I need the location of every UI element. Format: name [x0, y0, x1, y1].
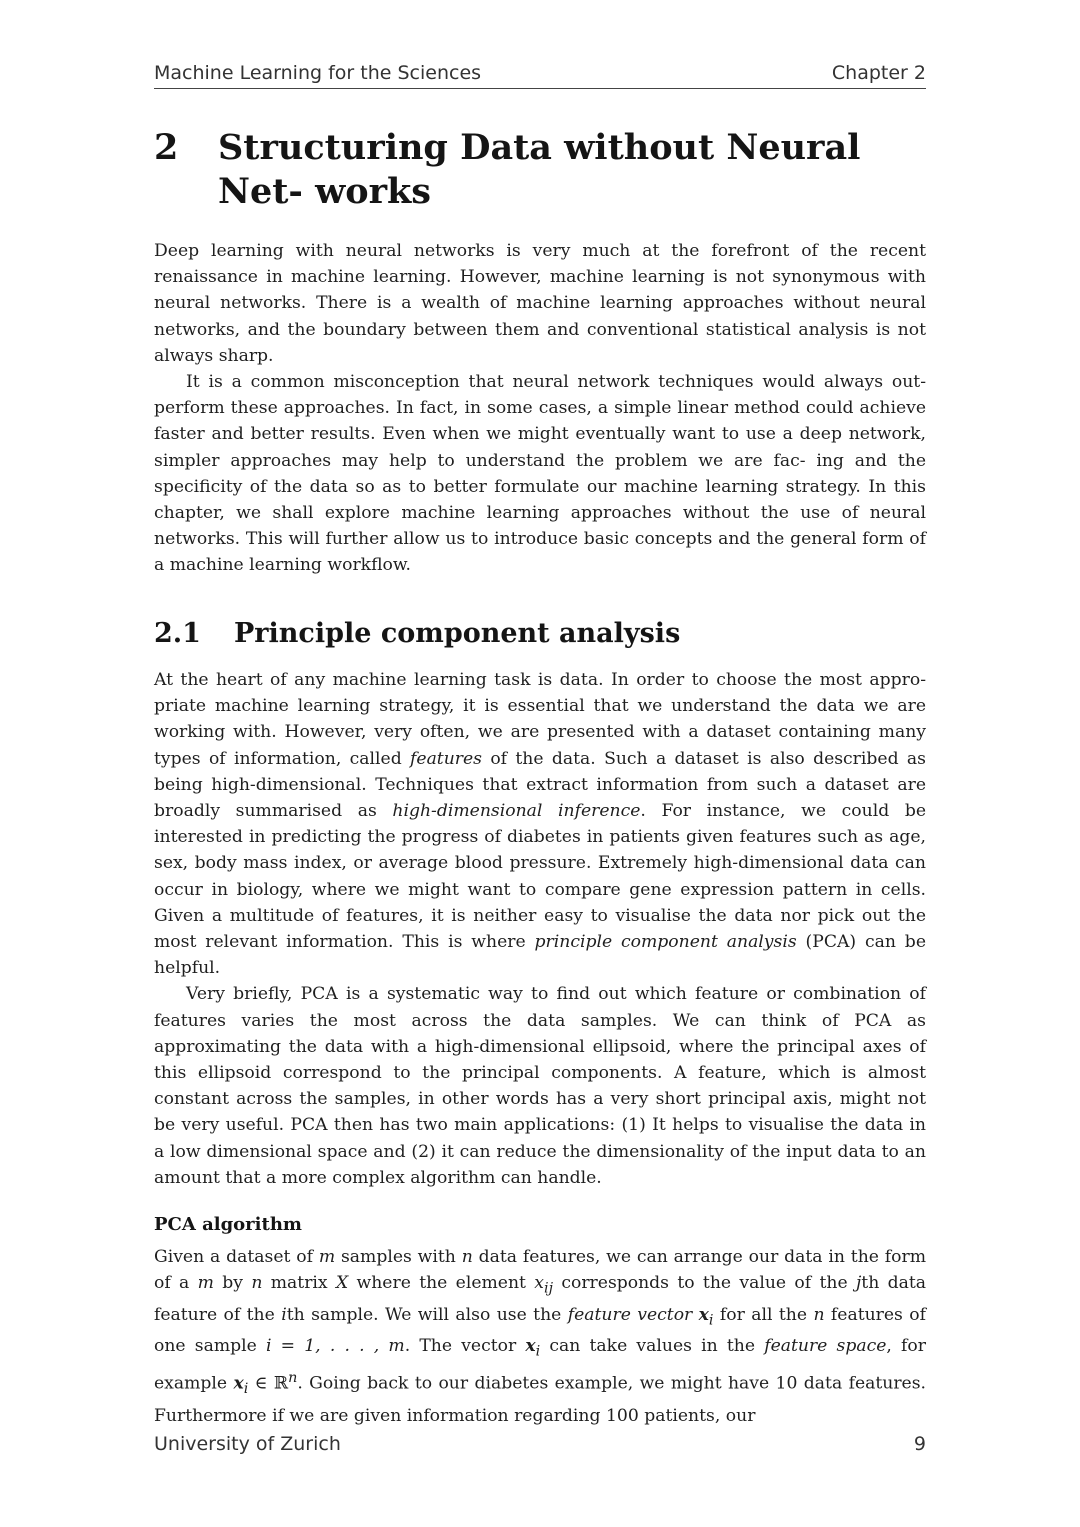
algo-t11: for all the: [713, 1304, 814, 1325]
algo-t14: can take values in the: [540, 1336, 765, 1357]
algorithm-text: [154, 1244, 926, 1429]
algo-t2: samples with: [335, 1247, 462, 1267]
pca-paragraph-2: Very briefly, PCA is a systematic way to find out which feature or combination of features varies the most across the data samples. We can think of PCA as approximating the data with a high-dimensional ellipsoid, where the principal axes of this ellipsoid correspond to the principal components. A feature, which is almost constant across the samples, in other words has a very short principal axis, might not be very useful. PCA then has two main applications: (1) It helps to visualise the data in a low dimensional space and (2) it can reduce the dimensionality of the input data to an amount that a more complex algorithm can handle.: [154, 984, 926, 1188]
term-feature-space: feature space: [764, 1336, 887, 1357]
pca-p1-part-b: of the data. Such a dataset is also described as being high-dimensional. Techniques that extract information from such a dataset are broadly summarised as: [154, 748, 926, 822]
math-m: m: [197, 1273, 214, 1294]
intro-paragraph-2: It is a common misconception that neural network techniques would always out- perform these approaches. In fact, in some cases, a simple linear method could achieve faster and better results. Even when we might eventually want to use a deep network, simpler approaches may help to understand the problem we are fac- ing and the specificity of the data so as to better formulate our machine learning strategy. In this chapter, we shall explore machine learning approaches without the use of neural networks. This will further allow us to introduce basic concepts and the general form of a machine learning workflow.: [154, 372, 926, 576]
section-title: Principle component analysis: [234, 618, 681, 649]
math-n: n: [461, 1247, 473, 1267]
subsection-heading: PCA algorithm: [154, 1214, 302, 1235]
running-header: [154, 60, 926, 89]
section-number: 2.1: [154, 618, 201, 649]
page-number: 9: [913, 1433, 926, 1455]
term-principle-component-analysis: principle component analysis: [534, 932, 797, 953]
math-n: n: [813, 1304, 825, 1325]
algo-t17: . Going back to our diabetes example, we might have 10 data features. Furthermore if we are given information regarding 100 patients, our: [154, 1373, 927, 1426]
math-sub-i: i: [243, 1381, 249, 1398]
chapter-number: 2: [154, 127, 179, 168]
algo-t9: th sample. We will also use the: [286, 1304, 568, 1325]
algo-t7: corresponds to the value of the: [553, 1273, 856, 1294]
math-m: m: [318, 1247, 336, 1267]
math-range: i = 1, . . . , m: [265, 1336, 405, 1357]
chapter-title: Structuring Data without Neural Net- works: [218, 127, 861, 212]
page-footer: [154, 1433, 926, 1461]
math-vector-x: x: [525, 1336, 536, 1357]
math-X: X: [335, 1273, 349, 1294]
math-sup-n: n: [288, 1370, 298, 1387]
header-chapter-label: Chapter 2: [831, 62, 926, 84]
algorithm-paragraph: [154, 1244, 926, 1429]
math-sub-i: i: [708, 1312, 714, 1329]
pca-p1-part-d: (PCA) can be helpful.: [154, 932, 926, 979]
pca-paragraph-1: [154, 667, 926, 981]
math-sub-i: i: [535, 1343, 541, 1360]
algo-t6: where the element: [348, 1273, 535, 1294]
pca-p1-part-a: At the heart of any machine learning task is data. In order to choose the most appro- priate machine learning strategy, it is essential that we understand the data we are working with. However, very often, we are presented with a dataset containing many types of information, called: [154, 670, 926, 769]
pca-p1-part-c: . For instance, we could be interested in predicting the progress of diabetes in patients given features such as age, sex, body mass index, or average blood pressure. Extremely high-dimensional data can occur in biology, where we might want to compare gene expression pattern in cells. Given a multitude of features, it is neither easy to visualise the data nor pick out the most relevant information. This is where: [154, 801, 926, 953]
math-sub-ij: ij: [544, 1280, 554, 1297]
algo-t15: , for example: [154, 1336, 926, 1394]
math-vector-x: x: [698, 1304, 709, 1325]
math-j: j: [855, 1273, 862, 1294]
term-features: features: [410, 748, 482, 769]
algo-t5: matrix: [262, 1273, 336, 1294]
math-n: n: [251, 1273, 263, 1294]
term-high-dimensional-inference: high-dimensional inference: [392, 801, 641, 822]
algo-t16: ∈ ℝ: [248, 1373, 289, 1394]
algo-t3: data features, we can arrange our data in the form of a: [154, 1247, 927, 1294]
math-vector-x: x: [233, 1373, 244, 1394]
math-x: x: [534, 1273, 544, 1294]
algo-t1: Given a dataset of: [154, 1247, 319, 1267]
algo-t8: th data feature of the: [154, 1273, 927, 1325]
pca-text: [154, 667, 926, 1191]
intro-paragraph-1: Deep learning with neural networks is very much at the forefront of the recent renaissance in machine learning. However, machine learning is not synonymous with neural networks. There is a wealth of machine learning approaches without neural networks, and the boundary between them and conventional statistical analysis is not always sharp.: [154, 241, 926, 366]
math-i: i: [281, 1304, 287, 1325]
intro-text: [154, 238, 926, 579]
term-feature-vector: feature vector: [567, 1304, 693, 1325]
page: [154, 0, 926, 1527]
algo-t12: features of one sample: [154, 1304, 926, 1357]
header-book-title: Machine Learning for the Sciences: [154, 62, 482, 84]
footer-institution: University of Zurich: [154, 1433, 341, 1455]
algo-t4: by: [213, 1273, 252, 1294]
algo-t13: . The vector: [404, 1336, 526, 1357]
